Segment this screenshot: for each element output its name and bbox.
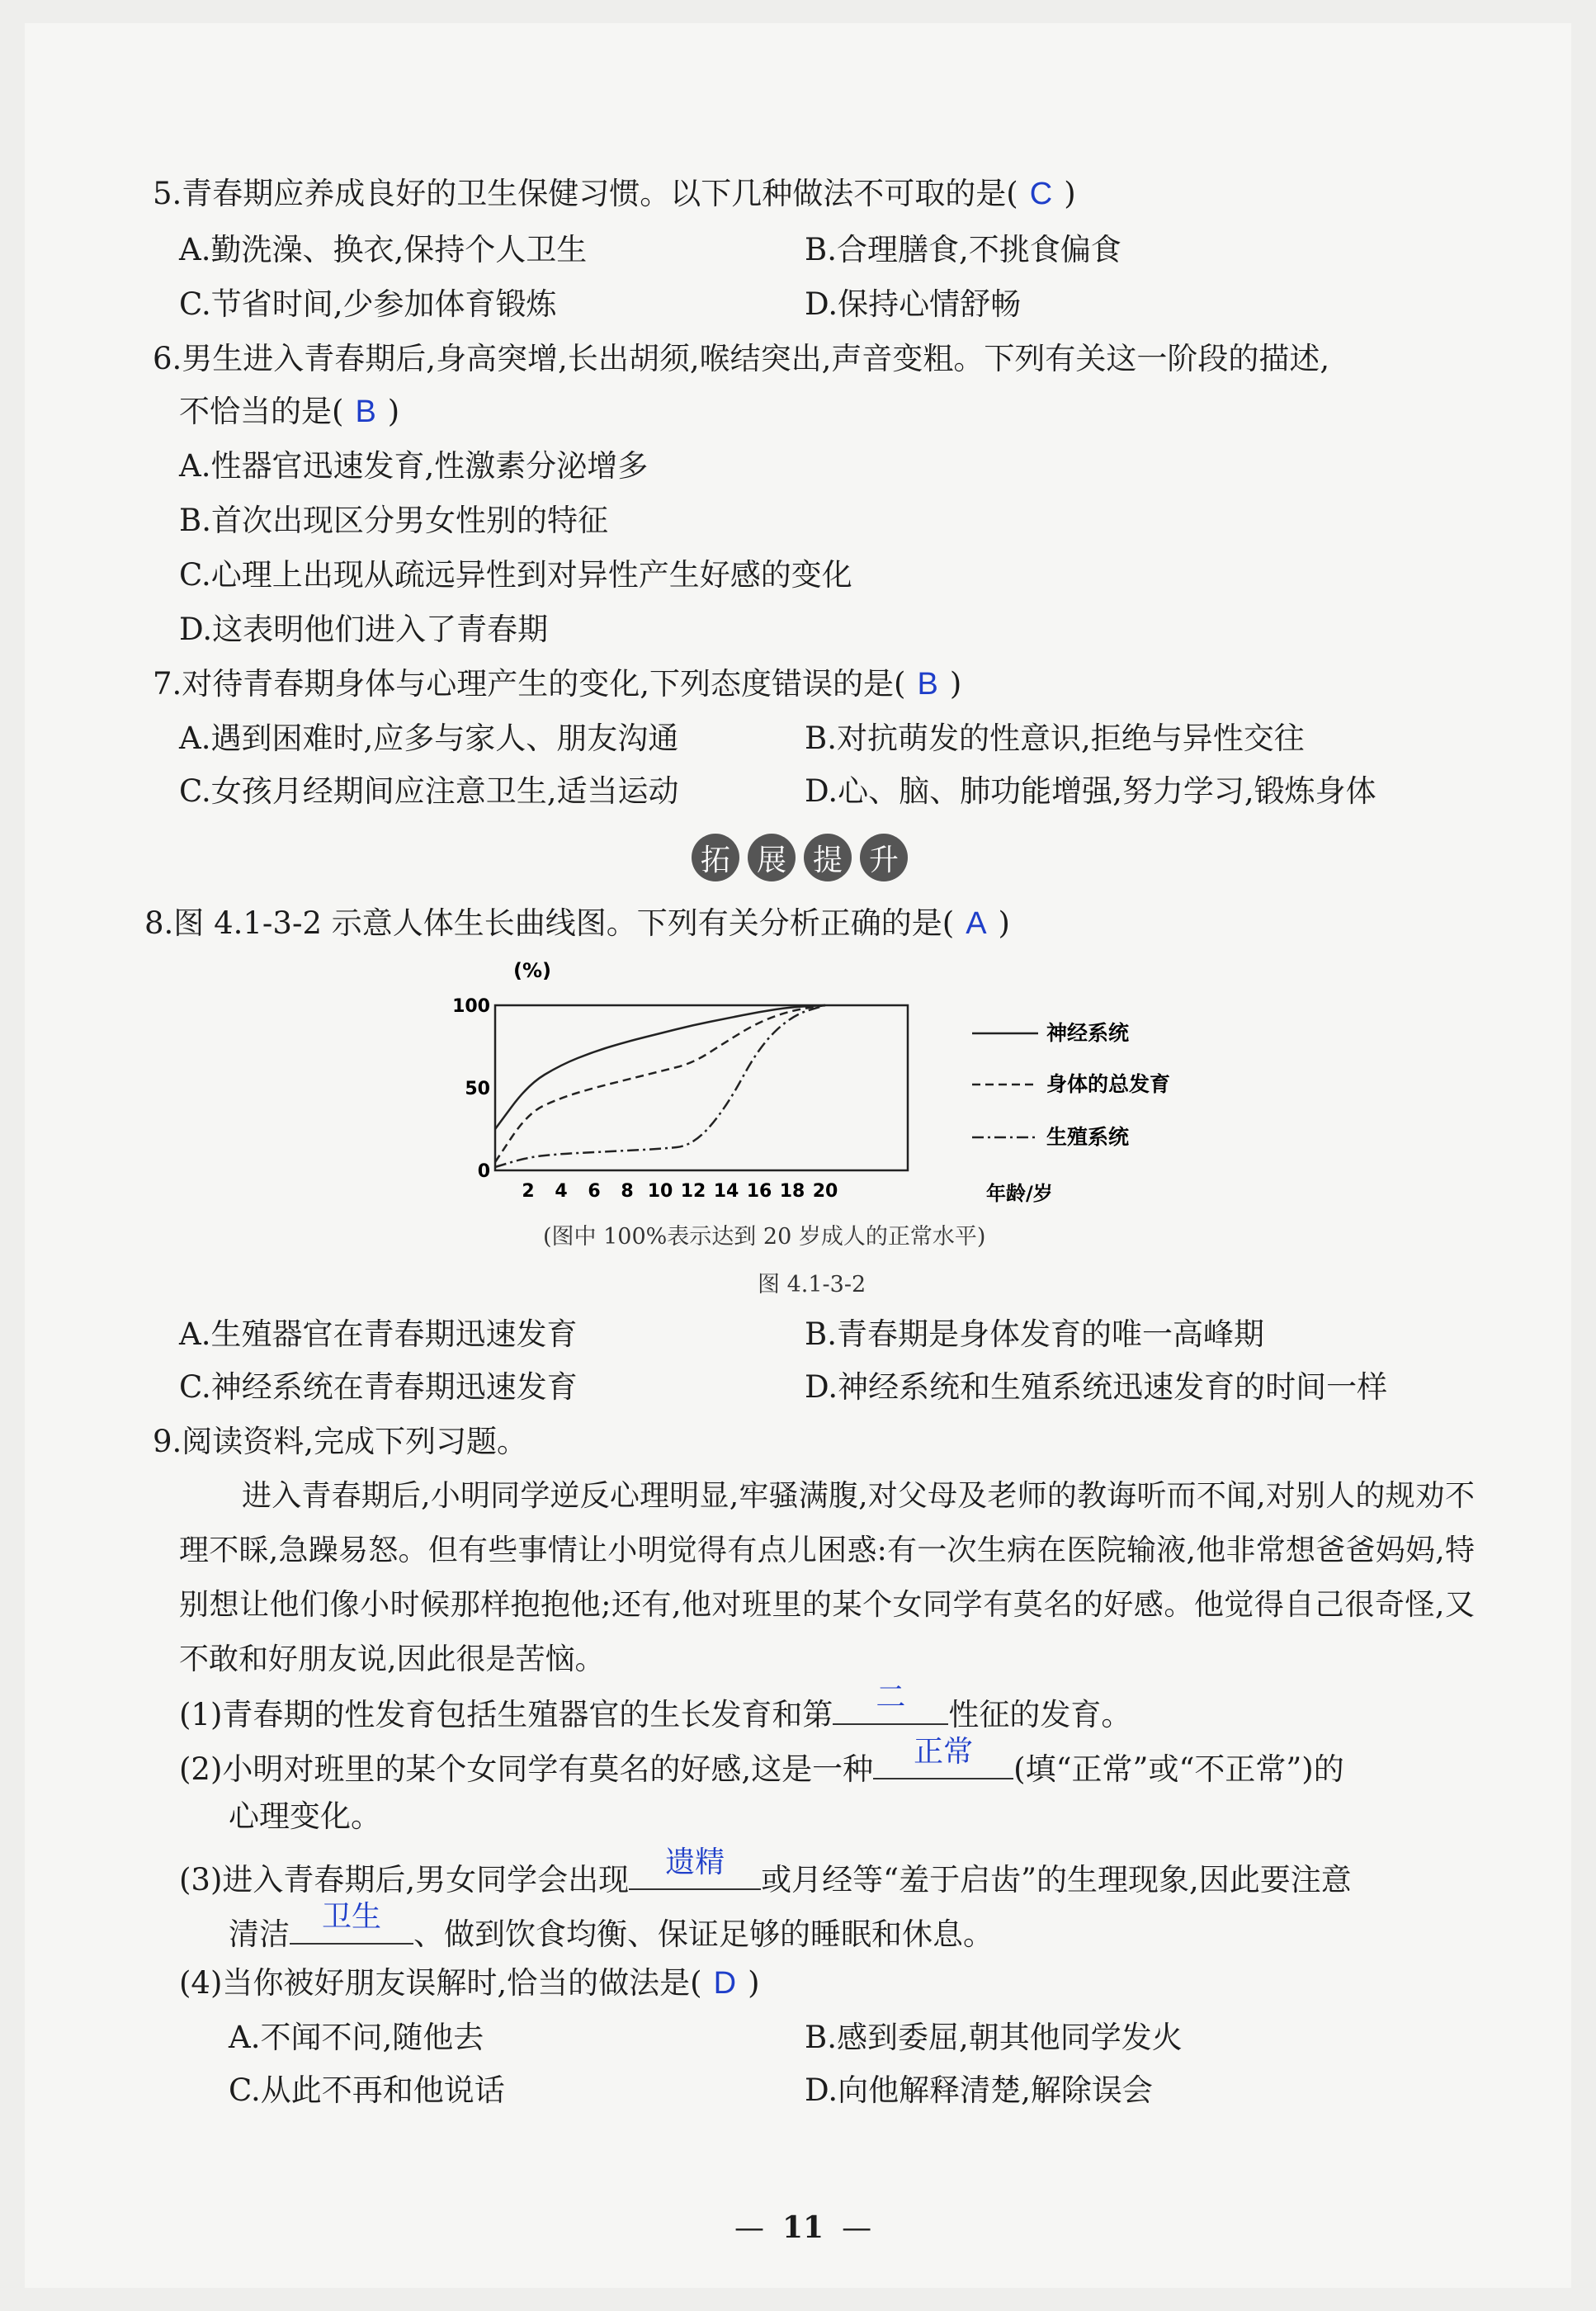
q9-p3-line2-before: 清洁: [229, 1916, 290, 1952]
q6-stem-line2: [179, 393, 399, 431]
q5-option-d: D.保持心情舒畅: [805, 286, 1022, 322]
q5-option-b: B.合理膳食,不挑食偏食: [805, 232, 1121, 267]
x-tick-label: 20: [812, 1181, 838, 1202]
banner-char-2: 展: [748, 834, 796, 881]
q5-answer: C: [1029, 177, 1053, 211]
q9-p4-answer: D: [713, 1966, 737, 2001]
q6-stem-line2-text: 不恰当的是(: [179, 394, 344, 429]
q6-option-d: D.这表明他们进入了青春期: [179, 612, 549, 647]
q9-part4: [179, 1964, 760, 2002]
q9-stem: 9.阅读资料,完成下列习题。: [153, 1424, 528, 1459]
plot-frame: [495, 1005, 908, 1170]
q8-stem-text: 8.图 4.1-3-2 示意人体生长曲线图。下列有关分析正确的是(: [144, 905, 955, 941]
q9-p2-after: (填“正常”或“不正常”)的: [1013, 1751, 1344, 1787]
page-dash-left: —: [734, 2210, 764, 2245]
page-footer: [734, 2210, 871, 2245]
q7-stem: [153, 665, 961, 703]
x-tick-label: 16: [746, 1181, 772, 1202]
q7-option-a: A.遇到困难时,应多与家人、朋友沟通: [179, 721, 679, 756]
x-tick-label: 14: [713, 1181, 739, 1202]
q7-option-b: B.对抗萌发的性意识,拒绝与异性交往: [805, 721, 1305, 756]
q6-answer: B: [355, 395, 376, 429]
banner-char-4: 升: [860, 834, 908, 881]
q6-option-a: A.性器官迅速发育,性激素分泌增多: [179, 448, 649, 484]
q9-p4-option-a: A.不闻不问,随他去: [229, 2020, 484, 2055]
q9-p1-before: (1)青春期的性发育包括生殖器官的生长发育和第: [179, 1697, 833, 1732]
banner-char-1: 拓: [692, 834, 739, 881]
q6-close: ): [387, 394, 400, 429]
q9-p3-blank2: [290, 1900, 413, 1945]
q7-answer: B: [917, 667, 938, 702]
q9-part2: [179, 1735, 1344, 1789]
q8-option-b: B.青春期是身体发育的唯一高峰期: [805, 1316, 1264, 1352]
q8-option-a: A.生殖器官在青春期迅速发育: [179, 1316, 578, 1352]
page-number: 11: [782, 2210, 824, 2245]
banner-char-3: 提: [804, 834, 852, 881]
y-tick-label: 100: [452, 996, 490, 1017]
q9-p4-option-c: C.从此不再和他说话: [229, 2072, 505, 2108]
q5-close: ): [1064, 176, 1076, 211]
q9-part3: [179, 1845, 1352, 1899]
series-line-2: [495, 1005, 825, 1162]
x-tick-label: 6: [588, 1181, 601, 1202]
q8-option-d: D.神经系统和生殖系统迅速发育的时间一样: [805, 1369, 1388, 1405]
q9-p3-before: (3)进入青春期后,男女同学会出现: [179, 1862, 630, 1897]
q9-p1-blank: [833, 1680, 948, 1725]
y-tick-label: 0: [477, 1161, 490, 1182]
q9-p4-option-d: D.向他解释清楚,解除误会: [805, 2072, 1153, 2108]
x-tick-label: 8: [621, 1181, 634, 1202]
q6-stem-line1: 6.男生进入青春期后,身高突增,长出胡须,喉结突出,声音变粗。下列有关这一阶段的描述,: [153, 341, 1330, 376]
q9-p4-close: ): [748, 1965, 760, 2001]
q5-stem-text: 5.青春期应养成良好的卫生保健习惯。以下几种做法不可取的是(: [153, 176, 1018, 211]
q5-option-c: C.节省时间,少参加体育锻炼: [179, 286, 557, 322]
q9-p4-stem: (4)当你被好朋友误解时,恰当的做法是(: [179, 1965, 702, 2001]
section-banner: [692, 834, 916, 881]
q8-answer: A: [966, 906, 987, 941]
x-tick-label: 2: [522, 1181, 535, 1202]
q8-option-c: C.神经系统在青春期迅速发育: [179, 1369, 578, 1405]
worksheet-page: [25, 23, 1571, 2288]
x-tick-label: 12: [680, 1181, 706, 1202]
x-tick-label: 18: [779, 1181, 805, 1202]
q9-p2-before: (2)小明对班里的某个女同学有莫名的好感,这是一种: [179, 1751, 874, 1787]
q7-option-c: C.女孩月经期间应注意卫生,适当运动: [179, 773, 679, 809]
q5-stem: [153, 175, 1076, 213]
q8-close: ): [998, 905, 1010, 941]
q9-p4-option-b: B.感到委屈,朝其他同学发火: [805, 2020, 1183, 2055]
q9-p1-after: 性征的发育。: [948, 1697, 1132, 1732]
x-tick-label: 4: [555, 1181, 568, 1202]
legend-body: 身体的总发育: [1046, 1072, 1171, 1096]
q9-p3-line2-after: 、做到饮食均衡、保证足够的睡眠和休息。: [413, 1916, 994, 1952]
growth-curve-chart: [437, 948, 1197, 1228]
q6-option-c: C.心理上出现从疏远异性到对异性产生好感的变化: [179, 557, 852, 593]
q9-part1: [179, 1680, 1132, 1734]
figure-label: 图 4.1-3-2: [758, 1272, 866, 1297]
page-dash-right: —: [842, 2210, 872, 2245]
q9-p1-answer: 二: [876, 1680, 906, 1714]
q9-p3-after: 或月经等“羞于启齿”的生理现象,因此要注意: [761, 1862, 1352, 1897]
q7-close: ): [949, 666, 962, 702]
figure-caption: (图中 100%表示达到 20 岁成人的正常水平): [543, 1224, 986, 1250]
y-tick-label: 50: [465, 1079, 490, 1099]
q9-p3-answer2: 卫生: [321, 1900, 381, 1934]
x-tick-label: 10: [647, 1181, 673, 1202]
q7-option-d: D.心、脑、肺功能增强,努力学习,锻炼身体: [805, 773, 1376, 809]
q9-p2-line2: 心理变化。: [229, 1798, 381, 1834]
q8-stem: [144, 905, 1010, 943]
q9-material: 进入青春期后,小明同学逆反心理明显,牢骚满腹,对父母及老师的教诲听而不闻,对别人的规劝不理不睬,急躁易怒。但有些事情让小明觉得有点儿困惑:有一次生病在医院输液,他非常想爸爸妈妈,特别想让他们像小时候那样抱抱他;还有,他对班里的某个女同学有莫名的好感。他觉得自己很奇怪,又不敢和好朋友说,因此很是苦恼。: [179, 1479, 1475, 1676]
legend-reproductive: 生殖系统: [1046, 1125, 1130, 1149]
q6-option-b: B.首次出现区分男女性别的特征: [179, 503, 608, 538]
series-line-3: [495, 1005, 825, 1167]
series-line-1: [495, 1005, 825, 1129]
q5-option-a: A.勤洗澡、换衣,保持个人卫生: [179, 232, 588, 267]
q9-p3-answer1: 遗精: [665, 1845, 725, 1879]
q9-p3-blank1: [629, 1845, 761, 1890]
legend-nervous: 神经系统: [1046, 1021, 1130, 1045]
q9-p2-blank: [873, 1735, 1013, 1779]
q7-stem-text: 7.对待青春期身体与心理产生的变化,下列态度错误的是(: [153, 666, 906, 702]
x-axis-label: 年龄/岁: [986, 1182, 1053, 1205]
q9-p2-answer: 正常: [914, 1735, 974, 1769]
y-axis-label: (%): [513, 959, 551, 982]
q9-p3-line2: [229, 1900, 994, 1954]
